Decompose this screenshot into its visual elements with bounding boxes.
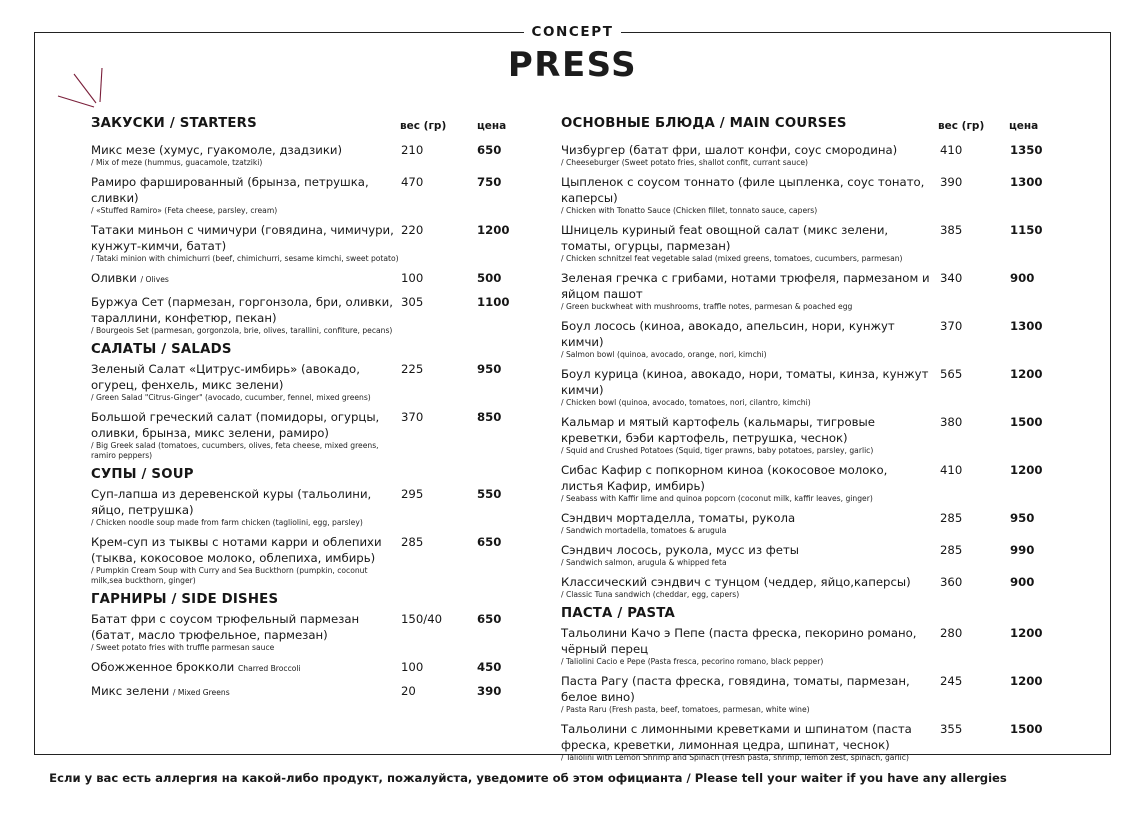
menu-section xyxy=(91,467,531,586)
menu-section xyxy=(91,592,531,701)
item-name-text: Чизбургер (батат фри, шалот конфи, соус смородина) xyxy=(561,143,898,157)
item-translation: / Chicken with Tonatto Sauce (Chicken fillet, tonnato sauce, capers) xyxy=(561,206,818,215)
menu-item xyxy=(561,542,1071,568)
weight-header: вес (гр) xyxy=(938,120,985,132)
menu-item xyxy=(91,294,531,336)
item-name xyxy=(561,625,931,657)
item-name-text: Татаки миньон с чимичури (говядина, чимичури, кунжут-кимчи, батат) xyxy=(91,223,394,253)
brand-concept: CONCEPT xyxy=(0,24,1145,40)
item-name xyxy=(91,174,396,206)
item-name-text: Цыпленок с соусом тоннато (филе цыпленка, соус тонато, каперсы) xyxy=(561,175,925,205)
item-weight: 220 xyxy=(401,223,424,237)
item-weight: 100 xyxy=(401,271,424,285)
item-translation: / Bourgeois Set (parmesan, gorgonzola, brie, olives, tarallini, confiture, pecans) xyxy=(91,326,393,335)
item-price: 450 xyxy=(477,660,502,674)
item-name-text: Рамиро фаршированный (брынза, петрушка, сливки) xyxy=(91,175,369,205)
item-price: 1200 xyxy=(1010,674,1043,688)
item-weight: 385 xyxy=(940,223,963,237)
section-title: ГАРНИРЫ / SIDE DISHES xyxy=(91,592,279,607)
item-name xyxy=(561,142,931,158)
menu-item xyxy=(561,270,1071,312)
item-price: 650 xyxy=(477,143,502,157)
menu-item xyxy=(91,611,531,653)
item-name-text: Классический сэндвич с тунцом (чеддер, яйцо,каперсы) xyxy=(561,575,911,589)
menu-item xyxy=(561,142,1071,168)
menu-item xyxy=(561,625,1071,667)
item-price: 950 xyxy=(477,362,502,376)
item-weight: 20 xyxy=(401,684,416,698)
item-price: 850 xyxy=(477,410,502,424)
item-translation: / «Stuffed Ramiro» (Feta cheese, parsley, cream) xyxy=(91,206,278,215)
menu-item xyxy=(91,174,531,216)
item-price: 1200 xyxy=(1010,367,1043,381)
item-name xyxy=(91,361,396,393)
item-translation: / Mixed Greens xyxy=(172,688,230,697)
item-name-text: Тальолини Качо э Пепе (паста фреска, пекорино романо, чёрный перец xyxy=(561,626,917,656)
item-translation: / Mix of meze (hummus, guacamole, tzatziki) xyxy=(91,158,263,167)
item-name-text: Шницель куриный feat овощной салат (микс зелени, томаты, огурцы, пармезан) xyxy=(561,223,889,253)
item-name-text: Сэндвич мортаделла, томаты, рукола xyxy=(561,511,796,525)
item-translation: / Squid and Crushed Potatoes (Squid, tiger prawns, baby potatoes, parsley, garlic) xyxy=(561,446,874,455)
item-weight: 245 xyxy=(940,674,963,688)
item-weight: 355 xyxy=(940,722,963,736)
item-weight: 565 xyxy=(940,367,963,381)
item-price: 650 xyxy=(477,612,502,626)
item-price: 1500 xyxy=(1010,415,1043,429)
item-translation: / Sandwich salmon, arugula & whipped feta xyxy=(561,558,727,567)
menu-section xyxy=(561,606,1071,763)
weight-header: вес (гр) xyxy=(400,120,447,132)
item-price: 1200 xyxy=(477,223,510,237)
menu-item xyxy=(561,510,1071,536)
item-name xyxy=(91,222,396,254)
item-translation: / Sandwich mortadella, tomatoes & arugula xyxy=(561,526,727,535)
item-weight: 410 xyxy=(940,463,963,477)
item-name xyxy=(561,270,931,302)
item-name-text: Крем-суп из тыквы с нотами карри и облепихи (тыква, кокосовое молоко, облепиха, имбирь) xyxy=(91,535,382,565)
item-translation: / Pasta Raru (Fresh pasta, beef, tomatoes, parmesan, white wine) xyxy=(561,705,810,714)
item-name xyxy=(561,510,931,526)
item-price: 1100 xyxy=(477,295,510,309)
item-weight: 285 xyxy=(940,543,963,557)
item-translation: Charred Broccoli xyxy=(237,664,301,673)
item-name xyxy=(561,174,931,206)
item-translation: / Seabass with Kaffir lime and quinoa popcorn (coconut milk, kaffir leaves, ginger) xyxy=(561,494,873,503)
menu-item xyxy=(561,222,1071,264)
menu-section xyxy=(91,342,531,461)
menu-item xyxy=(91,683,531,701)
item-price: 900 xyxy=(1010,271,1035,285)
item-translation: / Pumpkin Cream Soup with Curry and Sea Buckthorn (pumpkin, coconut milk,sea buckthorn, ginger) xyxy=(91,566,368,585)
item-weight: 410 xyxy=(940,143,963,157)
item-translation: / Cheeseburger (Sweet potato fries, shallot confit, currant sauce) xyxy=(561,158,809,167)
item-name xyxy=(91,659,396,677)
item-name-text: Микс зелени xyxy=(91,684,170,698)
item-name-text: Сэндвич лосось, рукола, мусс из феты xyxy=(561,543,799,557)
menu-item xyxy=(561,721,1071,763)
item-price: 990 xyxy=(1010,543,1035,557)
item-name-text: Суп-лапша из деревенской куры (тальолини, яйцо, петрушка) xyxy=(91,487,372,517)
item-name xyxy=(91,486,396,518)
menu-item xyxy=(561,574,1071,600)
item-translation: / Taliolini Cacio e Pepe (Pasta fresca, pecorino romano, black pepper) xyxy=(561,657,824,666)
item-name xyxy=(91,534,396,566)
item-weight: 285 xyxy=(940,511,963,525)
item-price: 500 xyxy=(477,271,502,285)
item-weight: 285 xyxy=(401,535,424,549)
item-translation: / Olives xyxy=(140,275,169,284)
item-price: 1300 xyxy=(1010,319,1043,333)
menu-item xyxy=(91,659,531,677)
menu-item xyxy=(91,534,531,586)
item-weight: 470 xyxy=(401,175,424,189)
item-translation: / Green Salad "Citrus-Ginger" (avocado, cucumber, fennel, mixed greens) xyxy=(91,393,371,402)
price-header: цена xyxy=(1009,120,1039,132)
menu-item xyxy=(91,222,531,264)
item-name xyxy=(561,721,931,753)
rays-decoration-icon xyxy=(52,66,112,116)
item-name xyxy=(561,542,931,558)
menu-item xyxy=(91,486,531,528)
item-name xyxy=(91,142,396,158)
section-title: СУПЫ / SOUP xyxy=(91,467,194,482)
item-name xyxy=(91,683,396,701)
item-weight: 280 xyxy=(940,626,963,640)
item-name-text: Большой греческий салат (помидоры, огурцы, оливки, брынза, микс зелени, рамиро) xyxy=(91,410,380,440)
item-price: 1200 xyxy=(1010,626,1043,640)
item-name xyxy=(91,611,396,643)
item-weight: 370 xyxy=(940,319,963,333)
brand-name: PRESS xyxy=(507,45,638,85)
item-name-text: Зеленая гречка с грибами, нотами трюфеля, пармезаном и яйцом пашот xyxy=(561,271,930,301)
menu-section xyxy=(91,116,531,336)
menu-item xyxy=(91,270,531,288)
section-title: САЛАТЫ / SALADS xyxy=(91,342,232,357)
item-name-text: Буржуа Сет (пармезан, горгонзола, бри, оливки, тараллини, конфетюр, пекан) xyxy=(91,295,393,325)
item-translation: / Chicken noodle soup made from farm chicken (tagliolini, egg, parsley) xyxy=(91,518,363,527)
item-name xyxy=(561,574,931,590)
item-translation: / Classic Tuna sandwich (cheddar, egg, capers) xyxy=(561,590,740,599)
item-weight: 210 xyxy=(401,143,424,157)
left-column xyxy=(91,112,531,707)
item-weight: 370 xyxy=(401,410,424,424)
item-name xyxy=(561,318,931,350)
column-header xyxy=(561,116,1071,142)
item-price: 550 xyxy=(477,487,502,501)
item-price: 950 xyxy=(1010,511,1035,525)
menu-item xyxy=(561,673,1071,715)
menu-item xyxy=(561,318,1071,360)
item-name-text: Кальмар и мятый картофель (кальмары, тигровые креветки, бэби картофель, петрушка, чеснок) xyxy=(561,415,875,445)
brand-header xyxy=(0,0,1145,90)
item-name xyxy=(561,462,931,494)
item-price: 1350 xyxy=(1010,143,1043,157)
item-weight: 100 xyxy=(401,660,424,674)
item-name-text: Боул лосось (киноа, авокадо, апельсин, нори, кунжут кимчи) xyxy=(561,319,895,349)
menu-item xyxy=(91,409,531,461)
item-name-text: Батат фри с соусом трюфельный пармезан (батат, масло трюфельное, пармезан) xyxy=(91,612,360,642)
menu-item xyxy=(91,142,531,168)
item-weight: 340 xyxy=(940,271,963,285)
column-header xyxy=(91,116,531,142)
menu-item xyxy=(561,462,1071,504)
item-name-text: Обожженное брокколи xyxy=(91,660,235,674)
item-weight: 390 xyxy=(940,175,963,189)
item-price: 650 xyxy=(477,535,502,549)
item-name-text: Боул курица (киноа, авокадо, нори, томаты, кинза, кунжут кимчи) xyxy=(561,367,929,397)
item-translation: / Chicken bowl (quinoa, avocado, tomatoes, nori, cilantro, kimchi) xyxy=(561,398,811,407)
item-weight: 380 xyxy=(940,415,963,429)
item-name xyxy=(561,222,931,254)
item-name xyxy=(561,366,931,398)
item-price: 390 xyxy=(477,684,502,698)
item-name-text: Зеленый Салат «Цитрус-имбирь» (авокадо, огурец, фенхель, микс зелени) xyxy=(91,362,360,392)
item-name-text: Оливки xyxy=(91,271,137,285)
item-price: 900 xyxy=(1010,575,1035,589)
section-title: ОСНОВНЫЕ БЛЮДА / MAIN COURSES xyxy=(561,116,847,131)
price-header: цена xyxy=(477,120,507,132)
item-name-text: Паста Рагу (паста фреска, говядина, томаты, пармезан, белое вино) xyxy=(561,674,910,704)
allergy-notice: Если у вас есть аллергия на какой-либо продукт, пожалуйста, уведомите об этом официанта / Please tell your waiter if you have any allergies xyxy=(49,771,1007,785)
item-name-text: Сибас Кафир с попкорном киноа (кокосовое молоко, листья Кафир, имбирь) xyxy=(561,463,888,493)
menu-section xyxy=(561,116,1071,600)
item-price: 750 xyxy=(477,175,502,189)
menu-item xyxy=(561,366,1071,408)
item-name xyxy=(91,270,396,288)
section-title: ПАСТА / PASTA xyxy=(561,606,675,621)
item-translation: / Big Greek salad (tomatoes, cucumbers, olives, feta cheese, mixed greens, ramiro peppers) xyxy=(91,441,379,460)
item-price: 1500 xyxy=(1010,722,1043,736)
item-translation: / Taliolini with Lemon Shrimp and Spinach (Fresh pasta, shrimp, lemon zest, spinach, garlic) xyxy=(561,753,909,762)
item-weight: 295 xyxy=(401,487,424,501)
item-name-text: Тальолини с лимонными креветками и шпинатом (паста фреска, креветки, лимонная цедра, шпинат, чеснок) xyxy=(561,722,912,752)
item-weight: 150/40 xyxy=(401,612,443,626)
item-translation: / Chicken schnitzel feat vegetable salad (mixed greens, tomatoes, cucumbers, parmesan) xyxy=(561,254,903,263)
right-column xyxy=(561,112,1071,769)
menu-item xyxy=(561,414,1071,456)
item-translation: / Tataki minion with chimichurri (beef, chimichurri, sesame kimchi, sweet potato) xyxy=(91,254,399,263)
menu-item xyxy=(561,174,1071,216)
item-price: 1150 xyxy=(1010,223,1043,237)
item-translation: / Sweet potato fries with truffle parmesan sauce xyxy=(91,643,275,652)
item-weight: 225 xyxy=(401,362,424,376)
section-title: ЗАКУСКИ / STARTERS xyxy=(91,116,257,131)
item-price: 1200 xyxy=(1010,463,1043,477)
item-name xyxy=(91,409,396,441)
item-translation: / Salmon bowl (quinoa, avocado, orange, nori, kimchi) xyxy=(561,350,767,359)
item-name xyxy=(561,414,931,446)
item-weight: 305 xyxy=(401,295,424,309)
item-name-text: Микс мезе (хумус, гуакомоле, дзадзики) xyxy=(91,143,343,157)
item-translation: / Green buckwheat with mushrooms, traffle notes, parmesan & poached egg xyxy=(561,302,853,311)
item-weight: 360 xyxy=(940,575,963,589)
item-price: 1300 xyxy=(1010,175,1043,189)
item-name xyxy=(561,673,931,705)
item-name xyxy=(91,294,396,326)
menu-item xyxy=(91,361,531,403)
